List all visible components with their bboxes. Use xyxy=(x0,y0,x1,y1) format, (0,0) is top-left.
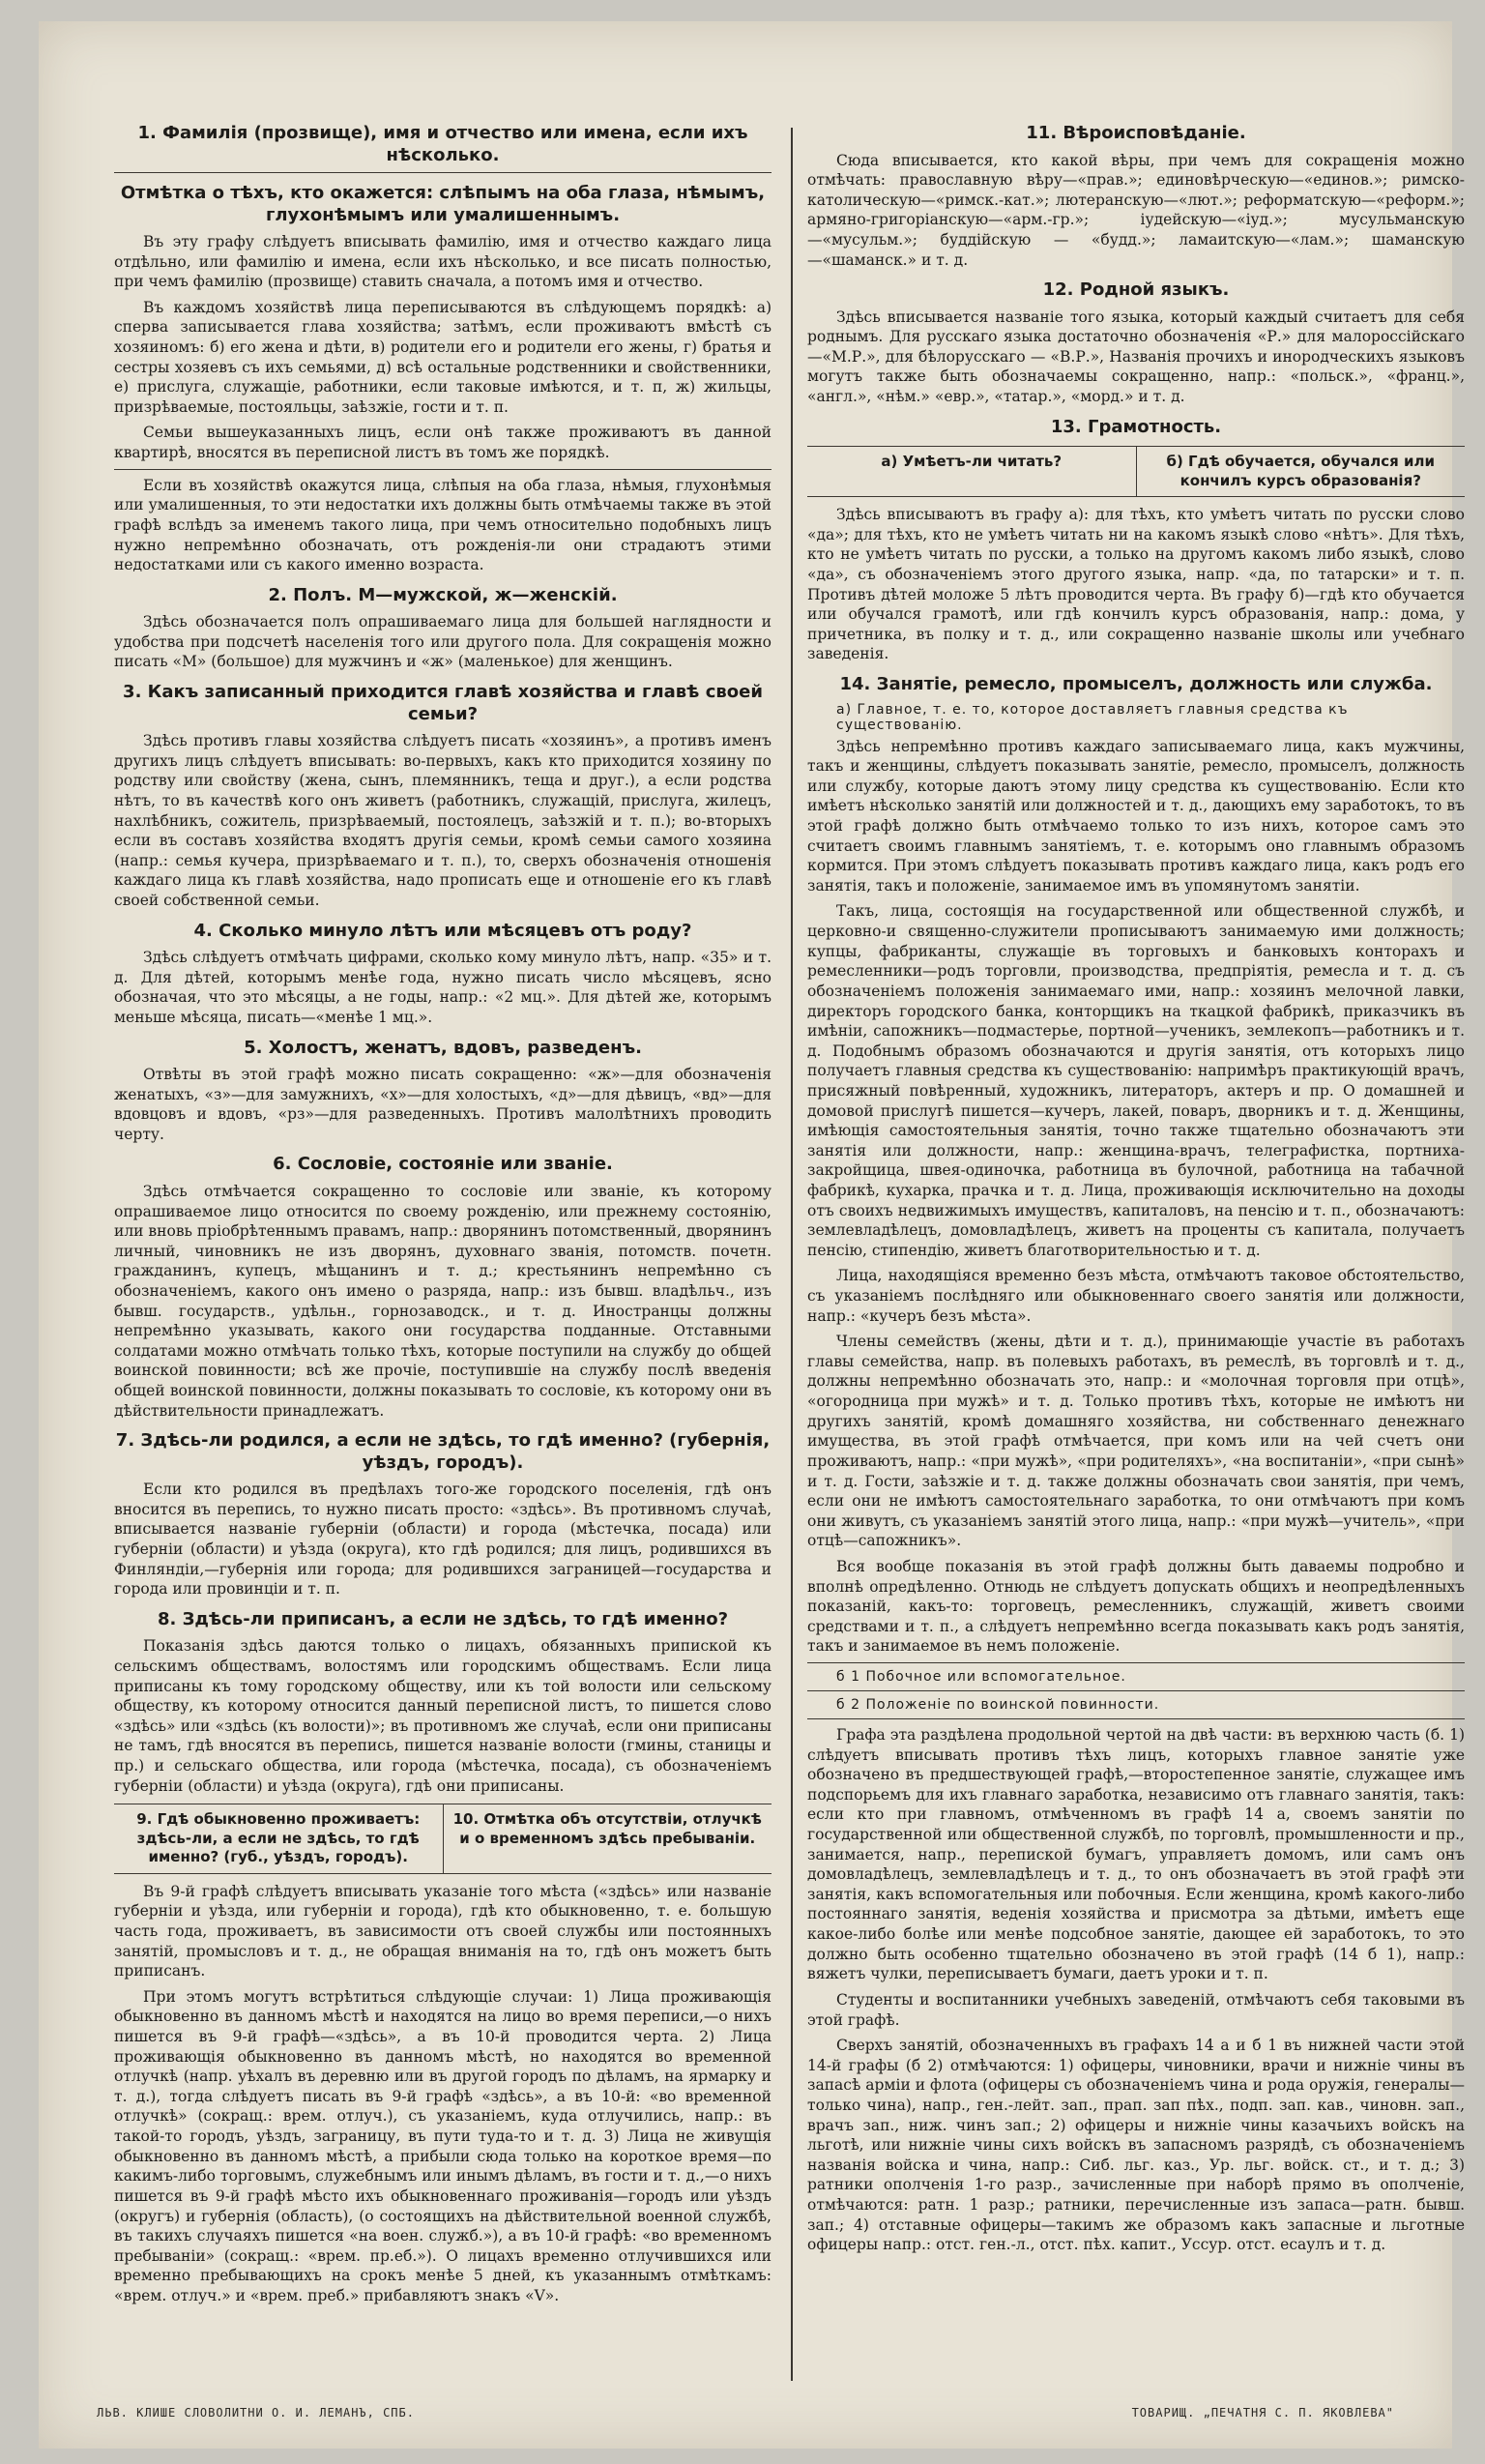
paragraph: Въ эту графу слѣдуетъ вписывать фамилію, имя и отчество каждаго лица отдѣльно, или фамилію и имена, если ихъ нѣсколько, и все писать полностью, при чемъ фамилію (прозвище) ставить сначала, а потомъ имя и отчество. xyxy=(114,233,772,291)
paragraph: Если кто родился въ предѣлахъ того-же городского поселенія, гдѣ онъ вносится въ перепись, то нужно писать просто: «здѣсь». Въ противномъ случаѣ, вписывается названіе губерніи (области) и города (мѣстечка, посада) или губерніи (области) и уѣзда (округа), кто гдѣ родился; для лицъ, родившихся въ Финляндіи,—губернія или города; для родившихся заграницей—государства и города или провинціи и т. п. xyxy=(114,1481,772,1599)
divider-rule xyxy=(807,1718,1465,1719)
section-1-subtitle: Отмѣтка о тѣхъ, кто окажется: слѣпымъ на оба глаза, нѣмымъ, глухонѣмымъ или умалишеннымъ. xyxy=(120,183,766,225)
paragraph: Вся вообще показанія въ этой графѣ должны быть даваемы подробно и вполнѣ опредѣленно. Отнюдь не слѣдуетъ допускать общихъ и неопредѣленныхъ показаній, какъ-то: торговецъ, ремесленникъ, служащій, живетъ своими средствами и т. п., а слѣдуетъ непремѣнно всегда показывать какъ родъ занятія, такъ и занимаемое въ немъ положеніе. xyxy=(807,1557,1465,1656)
paragraph: При этомъ могутъ встрѣтиться слѣдующіе случаи: 1) Лица проживающія обыкновенно въ данномъ мѣстѣ и находятся на лицо во время переписи,—о нихъ пишется въ 9-й графѣ—«здѣсь», а въ 10-й проводится черта. 2) Лица проживающія обыкновенно въ данномъ мѣстѣ, но находятся во временной отлучкѣ (напр. уѣхалъ въ деревню или въ другой городъ по дѣламъ, на ярмарку и т. д.), тогда слѣдуетъ писать въ 9-й графѣ «здѣсь», а въ 10-й: «во временной отлучкѣ» (сокращ.: врем. отлуч.), съ указаніемъ, куда отлучились, напр.: въ такой-то городъ, уѣздъ, заграницу, въ пути туда-то и т. д. 3) Лица не живущія обыкновенно въ данномъ мѣстѣ, а прибыли сюда только на короткое время—по какимъ-либо торговымъ, служебнымъ или инымъ дѣламъ, въ гости и т. д.,—о нихъ пишется въ 9-й графѣ мѣсто ихъ обыкновеннаго проживанія—городъ или уѣздъ (округъ) и губернія (область), (о состоящихъ на дѣйствительной военной службѣ, въ такихъ случаяхъ пишется «на воен. служб.»), а въ 10-й графѣ: «во временномъ пребываніи» (сокращ.: «врем. пр.еб.»). О лицахъ временно отлучившихся или временно пребывающихъ на срокъ менѣе 5 дней, къ указаннымъ отмѣткамъ: «врем. отлуч.» и «врем. преб.» прибавляютъ знакъ «V». xyxy=(114,1987,772,2304)
section-11-title: 11. Вѣроисповѣданіе. xyxy=(1026,123,1246,143)
section-8-title: 8. Здѣсь-ли приписанъ, а если не здѣсь, то гдѣ именно? xyxy=(157,1608,729,1629)
paragraph: Сюда вписывается, кто какой вѣры, при чемъ для сокращенія можно отмѣчать: православную вѣру—«прав.»; единовѣрческую—«единов.»; римско-католическую—«римск.-кат.»; лютеранскую—«лют.»; реформатскую—«реформ.»; армяно-григоріанскую—«арм.-гр.»; іудейскую—«іуд.»; мусульманскую—«мусульм.»; буддійскую — «будд.»; ламаитскую—«лам.»; шаманскую—«шаманск.» и т. д. xyxy=(807,151,1465,269)
section-4-title: 4. Сколько минуло лѣтъ или мѣсяцевъ отъ роду? xyxy=(193,920,692,941)
section-14b1-subtitle: б 1 Побочное или вспомогательное. xyxy=(836,1669,1126,1685)
paragraph: Отвѣты въ этой графѣ можно писать сокращенно: «ж»—для обозначенія женатыхъ, «з»—для замужнихъ, «х»—для холостыхъ, «д»—для дѣвицъ, «вд»—для вдовцовъ и вдовъ, «рз»—для разведенныхъ. Противъ малолѣтнихъ проводить черту. xyxy=(114,1066,772,1143)
divider-rule xyxy=(114,469,772,470)
paragraph: Здѣсь противъ главы хозяйства слѣдуетъ писать «хозяинъ», а противъ именъ другихъ лицъ слѣдуетъ вписывать: во-первыхъ, какъ кто приходится хозяину по родству или свойству (жена, сынъ, племянникъ, теща и друг.), а если родства нѣтъ, то въ качествѣ кого онъ живетъ (работникъ, служащій, прислуга, жилецъ, нахлѣбникъ, сожитель, призрѣваемый, постоялецъ, заѣзжій и т. п.); во-вторыхъ если въ составъ хозяйства входятъ другія семьи, кромѣ семьи самого хозяина (напр.: семья кучера, призрѣваемаго и т. п.), то, сверхъ обозначенія отношенія каждаго лица къ главѣ хозяйства, надо прописать еще и отношеніе его къ главѣ своей собственной семьи. xyxy=(114,732,772,909)
paragraph: Такъ, лица, состоящія на государственной или общественной службѣ, и церковно-и священно-служители прописываютъ занимаемую ими должность; купцы, фабриканты, служащіе въ торговыхъ и банковыхъ конторахъ и ремесленники—родъ торговли, производства, предпріятія, ремесла и т. д. съ обозначеніемъ положенія занимаемаго ими, напр.: хозяинъ мелочной лавки, директоръ городского банка, конторщикъ на ткацкой фабрикѣ, приказчикъ въ имѣніи, сапожникъ—подмастерье, портной—ученикъ, землекопъ—работникъ и т. д. Подобнымъ образомъ обозначаются и другія занятія, отъ которыхъ лицо получаетъ главныя средства къ существованію: напримѣръ практикующій врачъ, присяжный повѣренный, художникъ, литераторъ, актеръ и пр. О домашней и домовой прислугѣ пишется—кучеръ, лакей, поваръ, дворникъ и т. д. Женщины, имѣющія самостоятельныя занятія, точно также тщательно обозначаютъ эти занятія или должности, напр.: женщина-врачъ, телеграфистка, портниха-закройщица, швея-одиночка, работница въ булочной, работница на табачной фабрикѣ, кухарка, прачка и т. д. Лица, проживающія исключительно на доходы отъ своихъ недвижимыхъ имуществъ, капиталовъ, на пенсію и т. п., обозначаютъ: землевладѣлецъ, домовладѣлецъ, живетъ на проценты съ капитала, получаетъ пенсію, стипендію, живетъ благотворительностью и т. д. xyxy=(807,902,1465,1259)
section-1-title: 1. Фамилія (прозвище), имя и отчество или имена, если ихъ нѣсколько. xyxy=(137,123,748,165)
paragraph: Здѣсь вписывается названіе того языка, который каждый считаетъ для себя роднымъ. Для русскаго языка достаточно обозначенія «Р.» для малороссійскаго—«М.Р.», для бѣлорусскаго — «В.Р.», Названія прочихъ и инородческихъ языковъ могутъ также быть обозначаемы сокращенно, напр.: «польск.», «франц.», «англ.», «нѣм.» «евр.», «татар.», «морд.» и т. д. xyxy=(807,308,1465,406)
paragraph: Въ каждомъ хозяйствѣ лица переписываются въ слѣдующемъ порядкѣ: а) сперва записывается глава хозяйства; затѣмъ, если проживаютъ вмѣстѣ съ хозяиномъ: б) его жена и дѣти, в) родители его и родители его жены, г) братья и сестры хозяевъ съ ихъ семьями, д) всѣ остальные родственники и свойственники, е) прислуга, служащіе, работники, если таковые имѣются, и т. п, ж) жильцы, призрѣваемые, постояльцы, заѣзжіе, гости и т. п. xyxy=(114,298,772,416)
paragraph: Семьи вышеуказанныхъ лицъ, если онѣ также проживаютъ въ данной квартирѣ, вносятся въ переписной листъ въ томъ же порядкѣ. xyxy=(114,424,772,462)
paragraph: Члены семействъ (жены, дѣти и т. д.), принимающіе участіе въ работахъ главы семейства, напр. въ полевыхъ работахъ, въ ремеслѣ, въ торговлѣ и т. д., должны непремѣнно обозначать это, напр.: и «молочная торговля при отцѣ», «огородница при мужѣ» и т. д. Только противъ тѣхъ, которые не имѣютъ ни другихъ занятій, кромѣ домашняго хозяйства, ни собственнаго денежнаго имущества, въ этой графѣ отмѣчается, при комъ или на чей счетъ они проживаютъ, напр.: «при мужѣ», «при родителяхъ», «на воспитаніи», «при сынѣ» и т. д. Гости, заѣзжіе и т. д. также должны обозначать свои занятія, при чемъ, если они не имѣютъ самостоятельнаго заработка, то они отмѣчаютъ при комъ они живутъ, съ указаніемъ занятій этого лица, напр.: «при мужѣ—учитель», «при отцѣ—сапожникъ». xyxy=(807,1333,1465,1550)
printer-credit-left: ЛЬВ. КЛИШЕ СЛОВОЛИТНИ О. И. ЛЕМАНЪ, СПБ. xyxy=(97,2406,415,2420)
section-14b2-subtitle: б 2 Положеніе по воинской повинности. xyxy=(836,1697,1160,1713)
divider-rule xyxy=(114,172,772,173)
printer-credit-right: ТОВАРИЩ. „ПЕЧАТНЯ С. П. ЯКОВЛЕВА" xyxy=(1131,2406,1394,2420)
left-column xyxy=(114,113,772,2391)
section-12-title: 12. Родной языкъ. xyxy=(1042,279,1230,301)
section-6-title: 6. Сословіе, состояніе или званіе. xyxy=(273,1154,613,1175)
paragraph: Студенты и воспитанники учебныхъ заведеній, отмѣчаютъ себя таковыми въ этой графѣ. xyxy=(807,1990,1465,2029)
paragraph: Графа эта раздѣлена продольной чертой на двѣ части: въ верхнюю часть (б. 1) слѣдуетъ вписывать противъ тѣхъ лицъ, которыхъ главное занятіе уже обозначено въ предшествующей графѣ,—второстепенное занятіе, служащее имъ подспорьемъ для ихъ главнаго заработка, независимо отъ главнаго занятія, такъ: если кто при главномъ, отмѣченномъ въ графѣ 14 а, своемъ занятіи по государственной или общественной службѣ, по торговлѣ, промышленности и пр., занимается, напр., перепиской бумагъ, управляетъ домомъ, или самъ онъ домовладѣлецъ, землевладѣлецъ и т. д., то онъ обозначаетъ въ этой графѣ эти занятія, какъ вспомогательныя или побочныя. Если женщина, кромѣ какого-либо постояннаго занятія, веденія хозяйства и присмотра за дѣтьми, имѣетъ еще какое-либо болѣе или менѣе подсобное занятіе, дающее ей заработокъ, то это должно быть особенно тщательно обозначено въ этой графѣ (14 б 1), напр.: вяжетъ чулки, переписываетъ бумаги, даетъ уроки и т. п. xyxy=(807,1726,1465,1983)
section-14-title: 14. Занятіе, ремесло, промыселъ, должность или служба. xyxy=(839,674,1433,695)
paragraph: Здѣсь обозначается полъ опрашиваемаго лица для большей наглядности и удобства при подсчетѣ населенія того или другого пола. Для сокращенія можно писать «М» (большое) для мужчинъ и «ж» (маленькое) для женщинъ. xyxy=(114,613,772,671)
section-13-title: 13. Грамотность. xyxy=(1050,416,1222,437)
section-14a-subtitle: а) Главное, т. е. то, которое доставляетъ главныя средства къ существованію. xyxy=(836,701,1349,733)
paragraph: Лица, находящіяся временно безъ мѣста, отмѣчаютъ таковое обстоятельство, съ указаніемъ послѣдняго или обыкновеннаго своего занятія или должности, напр.: «кучеръ безъ мѣста». xyxy=(807,1267,1465,1325)
document-sheet xyxy=(39,21,1465,2449)
paragraph: Показанія здѣсь даются только о лицахъ, обязанныхъ припиской къ сельскимъ обществамъ, волостямъ или городскимъ обществамъ. Если лица приписаны къ тому городскому обществу, или къ той волости или сельскому обществу, къ которому относится данный переписной листъ, то пишется слово «здѣсь» или «здѣсь (къ волости)»; въ противномъ же случаѣ, если они приписаны не тамъ, гдѣ вносятся въ перепись, пишется названіе волости (гмины, станицы и пр.) и сельскаго общества, или города (мѣстечка, посада), съ обозначеніемъ губерніи (области) и уѣзда (округа), гдѣ они приписаны. xyxy=(114,1637,772,1795)
paragraph: Здѣсь вписываютъ въ графу а): для тѣхъ, кто умѣетъ читать по русски слово «да»; для тѣхъ, кто не умѣетъ читать ни на какомъ языкѣ слово «нѣтъ». Для тѣхъ, кто не умѣетъ читать по русски, а только на другомъ какомъ либо языкѣ, слово «да», съ обозначеніемъ этого другого языка, напр. «да, по татарски» и т. п. Противъ дѣтей моложе 5 лѣтъ проводится черта. Въ графу б)—гдѣ кто обучается или обучался грамотѣ, или гдѣ кончилъ курсъ образованія, напр.: дома, у причетника, въ полку и т. д., или сокращенно названіе школы или учебнаго заведенія. xyxy=(807,506,1465,663)
paragraph: Сверхъ занятій, обозначенныхъ въ графахъ 14 а и б 1 въ нижней части этой 14-й графы (б 2) отмѣчаются: 1) офицеры, чиновники, врачи и нижніе чины въ запасѣ арміи и флота (офицеры съ обозначеніемъ чина и рода оружія, генералы—только чина), напр., ген.-лейт. зап., прап. зап пѣх., подп. зап. кав., чиновн. зап., врачъ зап., ниж. чинъ зап.; 2) офицеры и нижніе чины казачьихъ войскъ на льготѣ, или нижніе чины сихъ войскъ въ запасномъ разрядѣ, съ обозначеніемъ названія войска и чина, напр.: Сиб. льг. каз., Ур. льг. войск. ст., и т. д.; 3) ратники ополченія 1-го разр., зачисленные при наборѣ прямо въ ополченіе, отмѣчаются: ратн. 1 разр.; ратники, перечисленные изъ запаса—ратн. бывш. зап.; 4) отставные офицеры—такимъ же образомъ какъ запасные и льготные офицеры напр.: отст. ген.-л., отст. пѣх. капит., Уссур. отст. есаулъ и т. д. xyxy=(807,2037,1465,2254)
section-13a-title: а) Умѣетъ-ли читать? xyxy=(881,453,1063,471)
column-divider xyxy=(791,128,793,2381)
section-10-title: 10. Отмѣтка объ отсутствіи, отлучкѣ и о временномъ здѣсь пребываніи. xyxy=(443,1804,772,1873)
sections-9-10-header xyxy=(114,1804,772,1874)
paragraph: Если въ хозяйствѣ окажутся лица, слѣпыя на оба глаза, нѣмыя, глухонѣмыя или умалишенныя, то эти недостатки ихъ должны быть отмѣчаемы также въ этой графѣ вслѣдъ за именемъ такого лица, при чемъ относительно подобныхъ лицъ нужно непремѣнно обозначать, отъ рожденія-ли они страдаютъ этими недостатками или съ какого именно возраста. xyxy=(114,476,772,574)
section-5-title: 5. Холостъ, женатъ, вдовъ, разведенъ. xyxy=(244,1037,642,1058)
section-13-subheaders xyxy=(807,446,1465,497)
paragraph: Въ 9-й графѣ слѣдуетъ вписывать указаніе того мѣста («здѣсь» или названіе губерніи и уѣзда, или губерніи и города), гдѣ кто обыкновенно, т. е. большую часть года, проживаетъ, въ зависимости отъ своей службы или постоянныхъ занятій, промысловъ и т. д., не обращая вниманія на то, гдѣ онъ можетъ быть приписанъ. xyxy=(114,1882,772,1980)
section-7-title: 7. Здѣсь-ли родился, а если не здѣсь, то гдѣ именно? (губернія, уѣздъ, городъ). xyxy=(115,1430,771,1473)
section-9-title: 9. Гдѣ обыкновенно проживаетъ: здѣсь-ли, а если не здѣсь, то гдѣ именно? (губ., уѣздъ, городъ). xyxy=(136,1810,421,1866)
section-3-title: 3. Какъ записанный приходится главѣ хозяйства и главѣ своей семьи? xyxy=(123,682,763,724)
section-13b-title: б) Гдѣ обучается, обучался или кончилъ курсъ образованія? xyxy=(1136,447,1466,496)
paragraph: Здѣсь слѣдуетъ отмѣчать цифрами, сколько кому минуло лѣтъ, напр. «35» и т. д. Для дѣтей, которымъ менѣе года, нужно писать число мѣсяцевъ, ясно обозначая, что это мѣсяцы, а не годы, напр.: «2 мц.». Для дѣтей же, которымъ меньше мѣсяца, писать—«менѣе 1 мц.». xyxy=(114,949,772,1026)
divider-rule xyxy=(807,1662,1465,1663)
paragraph: Здѣсь отмѣчается сокращенно то сословіе или званіе, къ которому опрашиваемое лицо относится по своему рожденію, или прежнему состоянію, или вновь пріобрѣтеннымъ правамъ, напр.: дворянинъ потомственный, дворянинъ личный, чиновникъ не изъ дворянъ, духовнаго званія, потомств. почетн. гражданинъ, купецъ, мѣщанинъ и т. д.; крестьянинъ непремѣнно съ обозначеніемъ, какого онъ имено о разряда, напр.: изъ бывш. владѣльч., изъ бывш. государств., удѣльн., горнозаводск., и т. д. Иностранцы должны непремѣнно указывать, какого они государства подданные. Отставными солдатами можно отмѣчать только тѣхъ, которые поступили на службу до общей воинской повинности; всѣ же прочіе, поступившіе на службу послѣ введенія общей воинской повинности, должны показывать то сословіе, къ которому они въ дѣйствительности принадлежатъ. xyxy=(114,1182,772,1420)
section-2-title: 2. Полъ. М—мужской, ж—женскій. xyxy=(268,584,618,605)
paragraph: Здѣсь непремѣнно противъ каждаго записываемаго лица, какъ мужчины, такъ и женщины, слѣдуетъ показывать занятіе, ремесло, промыселъ, должность или службу, которые даютъ этому лицу средства къ существованію. Если кто имѣетъ нѣсколько занятій или должностей и т. д., дающихъ ему заработокъ, то въ этой графѣ должно быть отмѣчаемо только то изъ нихъ, которое самъ это считаетъ своимъ главнымъ занятіемъ, т. е. которымъ оно главнымъ образомъ кормится. При этомъ слѣдуетъ показывать противъ каждаго лица, какъ родъ его занятія, такъ и положеніе, занимаемое имъ въ упомянутомъ занятіи. xyxy=(807,737,1465,895)
divider-rule xyxy=(807,1690,1465,1691)
right-column xyxy=(807,113,1465,2391)
